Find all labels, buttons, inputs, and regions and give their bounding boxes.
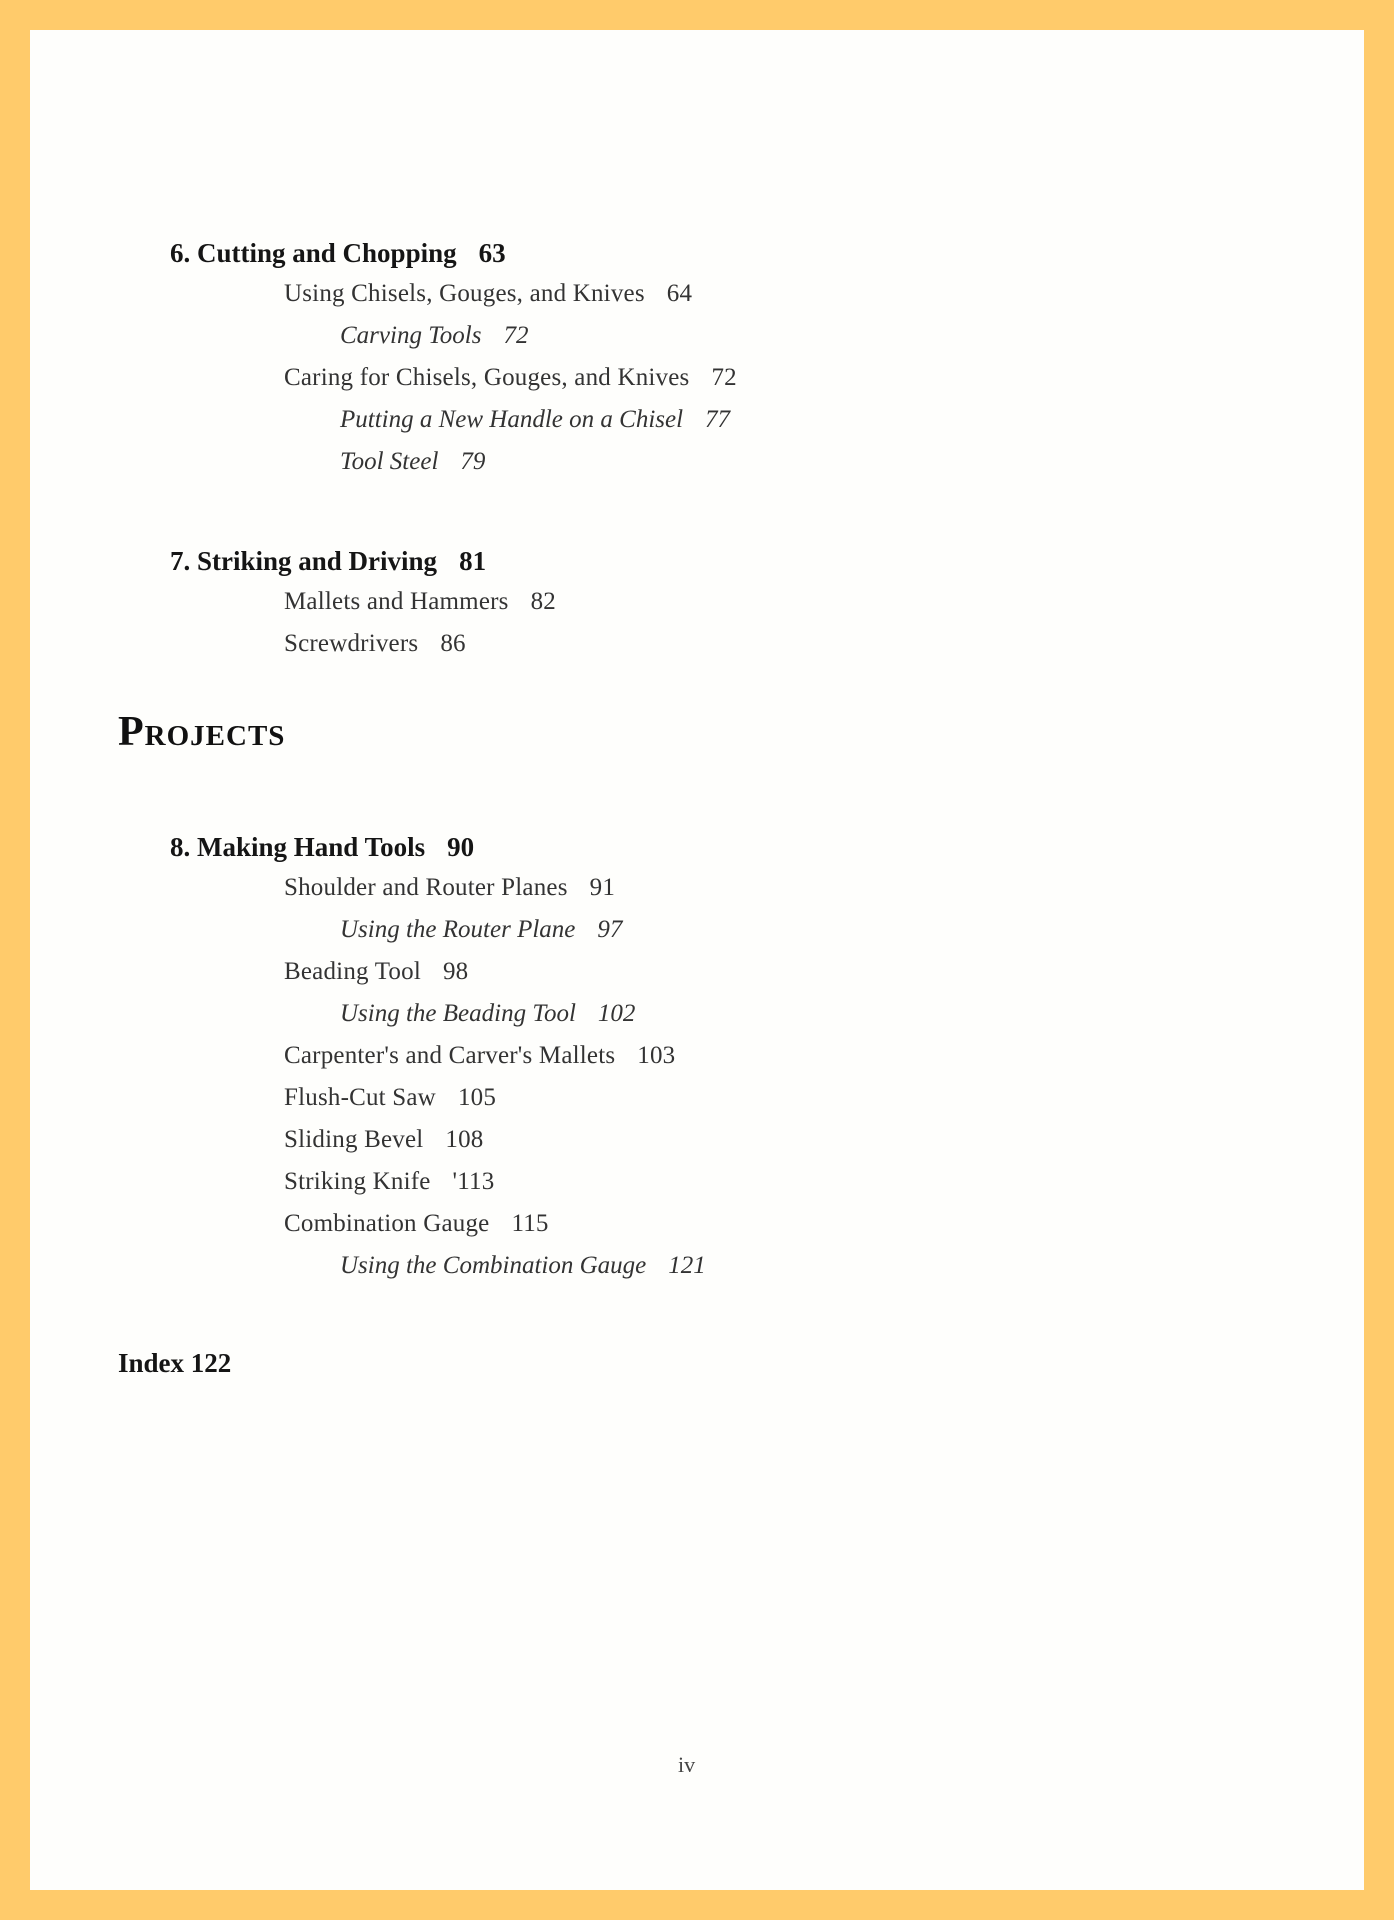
index-page: 122 [190, 1348, 232, 1378]
toc-entry [284, 280, 692, 308]
toc-entry [284, 1168, 494, 1196]
chapter-number: 6. [170, 238, 191, 268]
entry-page: 72 [711, 364, 737, 391]
toc-subentry [340, 1252, 706, 1280]
entry-page: 64 [666, 280, 693, 307]
entry-page: 91 [589, 874, 616, 901]
entry-title: Caring for Chisels, Gouges, and Knives [284, 364, 690, 391]
entry-title: Using the Beading Tool [340, 1000, 576, 1027]
entry-page: 105 [457, 1084, 497, 1111]
entry-page: 72 [503, 322, 529, 349]
chapter-page: 90 [447, 832, 475, 862]
toc-entry [284, 1126, 484, 1154]
toc-entry [284, 1210, 549, 1238]
entry-page: 79 [460, 448, 486, 475]
entry-page: 97 [597, 916, 623, 943]
entry-page: 98 [442, 958, 469, 985]
entry-title: Tool Steel [340, 448, 439, 475]
entry-title: Combination Gauge [284, 1210, 490, 1237]
toc-subentry [340, 1000, 635, 1028]
entry-title: Sliding Bevel [284, 1126, 424, 1153]
entry-title: Beading Tool [284, 958, 421, 985]
toc-entry [284, 958, 468, 986]
book-page [30, 30, 1364, 1890]
entry-page: 115 [511, 1210, 549, 1237]
entry-title: Carpenter's and Carver's Mallets [284, 1042, 616, 1069]
entry-page: 108 [445, 1126, 484, 1153]
entry-title: Using Chisels, Gouges, and Knives [284, 280, 645, 307]
chapter-title: Cutting and Chopping [197, 238, 457, 268]
entry-title: Screwdrivers [284, 630, 419, 657]
toc-subentry [340, 322, 528, 350]
entry-page: '113 [452, 1168, 495, 1195]
toc-entry [284, 364, 737, 392]
chapter-number: 7. [170, 546, 191, 576]
entry-page: 86 [440, 630, 466, 657]
toc-subentry [340, 916, 622, 944]
toc-entry [284, 1042, 675, 1070]
entry-title: Putting a New Handle on a Chisel [340, 406, 684, 433]
toc-entry [284, 588, 556, 616]
entry-page: 82 [530, 588, 556, 615]
entry-page: 77 [705, 406, 731, 433]
entry-title: Striking Knife [284, 1168, 431, 1195]
chapter-page: 63 [478, 238, 506, 268]
chapter-7-heading [170, 546, 486, 577]
chapter-8-heading [170, 832, 474, 863]
toc-entry [284, 630, 466, 658]
toc-entry [284, 1084, 496, 1112]
entry-title: Flush-Cut Saw [284, 1084, 436, 1111]
entry-title: Carving Tools [340, 322, 482, 349]
chapter-title: Striking and Driving [197, 546, 438, 576]
entry-title: Mallets and Hammers [284, 588, 509, 615]
toc-entry [284, 874, 615, 902]
index-entry [118, 1348, 231, 1379]
chapter-page: 81 [459, 546, 487, 576]
page-number: iv [678, 1752, 696, 1777]
chapter-title: Making Hand Tools [197, 832, 426, 862]
entry-title: Using the Router Plane [340, 916, 576, 943]
toc-subentry [340, 448, 485, 476]
entry-page: 102 [597, 1000, 636, 1027]
chapter-6-heading [170, 238, 506, 269]
entry-page: 121 [668, 1252, 706, 1279]
index-label: Index [118, 1348, 185, 1378]
entry-page: 103 [637, 1042, 676, 1069]
section-heading-projects: Projects [118, 709, 286, 755]
entry-title: Shoulder and Router Planes [284, 874, 568, 901]
toc-subentry [340, 406, 730, 434]
entry-title: Using the Combination Gauge [340, 1252, 647, 1279]
chapter-number: 8. [170, 832, 191, 862]
